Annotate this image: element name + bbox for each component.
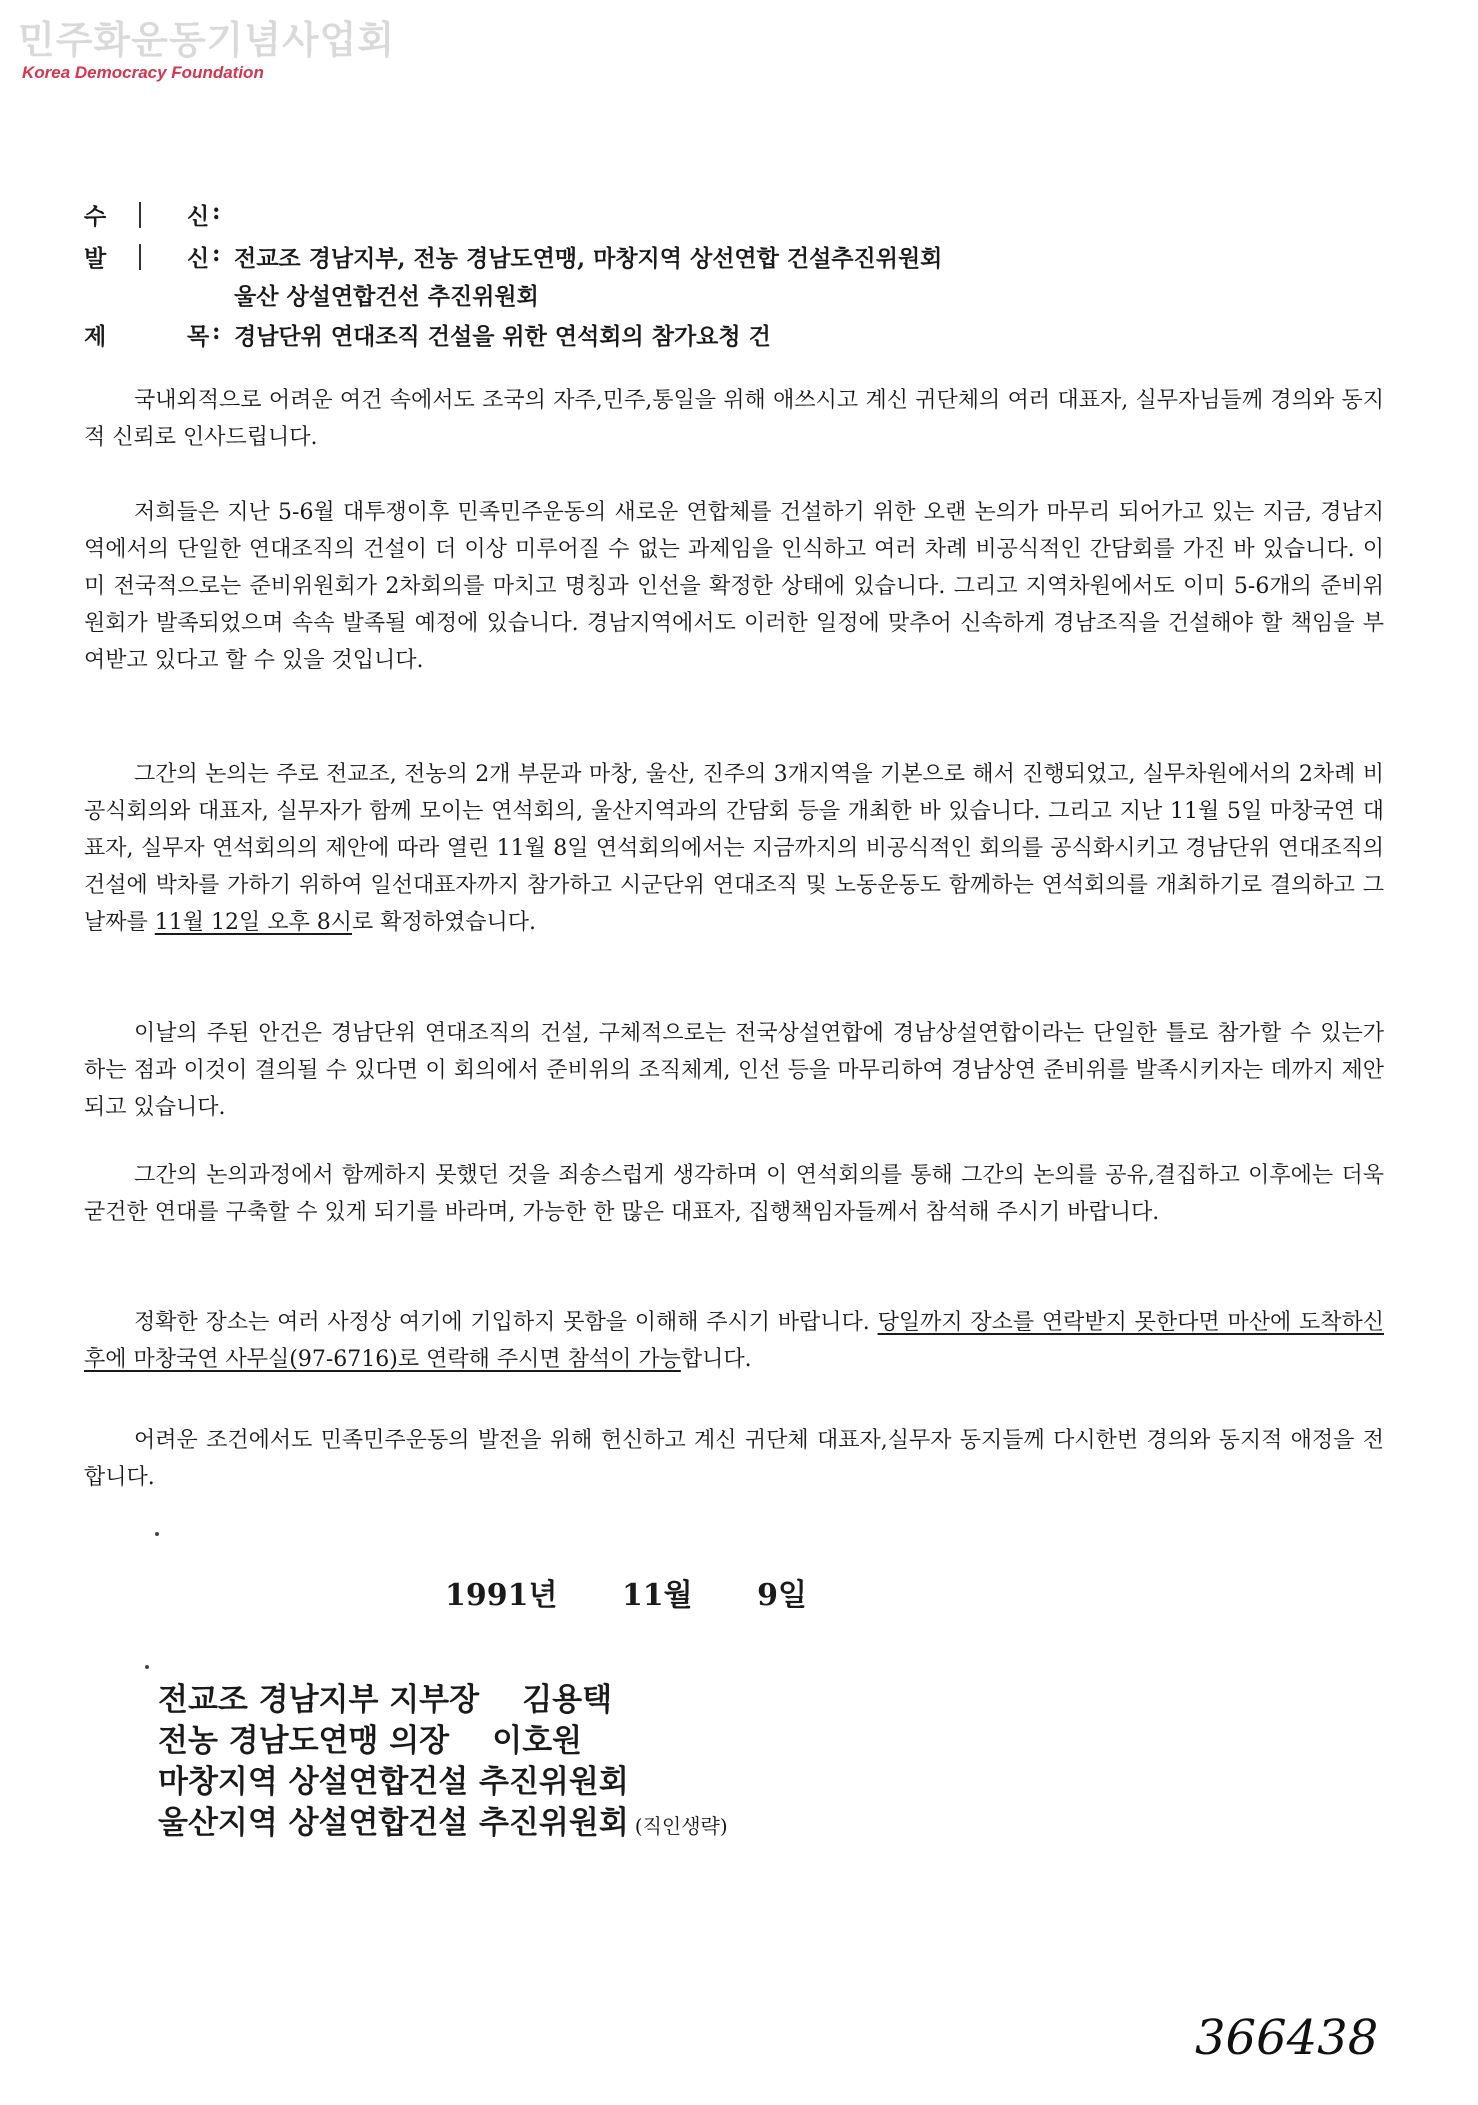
signatory-line: 울산지역 상설연합건설 추진위원회	[158, 1805, 629, 1841]
paragraph-closing: 어려운 조건에서도 민족민주운동의 발전을 위해 헌신하고 계신 귀단체 대표자,실무자 동지들께 다시한번 경의와 동지적 애정을 전합니다.	[84, 1428, 1384, 1490]
sender-line-1: 전교조 경남지부, 전농 경남도연맹, 마창지역 상선연합 건설추진위원회	[234, 245, 943, 272]
logo-english-text: Korea Democracy Foundation	[22, 63, 264, 82]
signature-block	[158, 1680, 728, 1847]
paragraph-request: 그간의 논의과정에서 함께하지 못했던 것을 죄송스럽게 생각하며 이 연석회의를 통해 그간의 논의를 공유,결집하고 이후에는 더욱 굳건한 연대를 구축할 수 있게 되기를 바라며, 가능한 한 많은 대표자, 집행책임자들께서 참석해 주시기 바랍니다.	[84, 1163, 1384, 1225]
date-month: 11월	[621, 1578, 693, 1613]
document-header	[84, 198, 1384, 360]
sender-row: 발 신 : 전교조 경남지부, 전농 경남도연맹, 마창지역 상선연합 건설추진위원회 울산 상설연합건선 추진위원회	[84, 240, 943, 310]
paragraph-venue: 정확한 장소는 여러 사정상 여기에 기입하지 못함을 이해해 주시기 바랍니다. 당일까지 장소를 연락받지 못한다면 마산에 도착하신 후에 마창국연 사무실(97-6716)로 연락해 주시면 참석이 가능합니다.	[84, 1310, 1385, 1372]
archive-number: 366438	[1195, 2010, 1379, 2066]
paragraph-agenda: 이날의 주된 안건은 경남단위 연대조직의 건설, 구체적으로는 전국상설연합에 경남상설연합이라는 단일한 틀로 참가할 수 있는가 하는 점과 이것이 결의될 수 있다면 이 회의에서 준비위의 조직체계, 인선 등을 마무리하여 경남상연 준비위를 발족시키자는 데까지 제안되고 있습니다.	[84, 1021, 1384, 1120]
paragraph-background: 저희들은 지난 5-6월 대투쟁이후 민족민주운동의 새로운 연합체를 건설하기 위한 오랜 논의가 마무리 되어가고 있는 지금, 경남지역에서의 단일한 연대조직의 건설이 더 이상 미루어질 수 없는 과제임을 인식하고 여러 차례 비공식적인 간담회를 가진 바 있습니다. 이미 전국적으로는 준비위원회가 2차회의를 마치고 명칭과 인선을 확정한 상태에 있습니다. 그리고 지역차원에서도 이미 5-6개의 준비위원회가 발족되었으며 속속 발족될 예정에 있습니다. 경남지역에서도 이러한 일정에 맞추어 신속하게 경남조직을 건설해야 할 책임을 부여받고 있다고 할 수 있을 것입니다.	[84, 500, 1384, 673]
subject-value: 경남단위 연대조직 건설을 위한 연석회의 참가요청 건	[234, 323, 771, 350]
venue-contact-note: 당일까지 장소를 연락받지 못한다면 마산에 도착하신 후에 마창국연 사무실(97-6716)로 연락해 주시면 참석이 가능	[84, 1310, 1385, 1372]
label-divider	[139, 202, 141, 228]
document-date	[445, 1570, 853, 1614]
signatory-line: 마창지역 상설연합건설 추진위원회	[158, 1764, 629, 1800]
scan-mark	[145, 1665, 149, 1669]
date-year: 1991년	[445, 1578, 558, 1613]
foundation-logo	[18, 18, 395, 84]
seal-omitted-note: (직인생략)	[634, 1814, 728, 1838]
logo-korean-text: 민주화운동기념사업회	[18, 18, 396, 62]
signatory-line: 전농 경남도연맹 의장 이호원	[158, 1723, 583, 1759]
label-divider	[139, 244, 141, 270]
recipient-row: 수 신 :	[84, 198, 221, 230]
paragraph-greeting: 국내외적으로 어려운 여건 속에서도 조국의 자주,민주,통일을 위해 애쓰시고 계신 귀단체의 여러 대표자, 실무자님들께 경의와 동지적 신뢰로 인사드립니다.	[84, 388, 1384, 450]
paragraph-discussion: 그간의 논의는 주로 전교조, 전농의 2개 부문과 마창, 울산, 진주의 3개지역을 기본으로 해서 진행되었고, 실무차원에서의 2차례 비공식회의와 대표자, 실무자가 함께 모이는 연석회의, 울산지역과의 간담회 등을 개최한 바 있습니다. 그리고 지난 11월 5일 마창국연 대표자, 실무자 연석회의의 제안에 따라 열린 11월 8일 연석회의에서는 지금까지의 비공식적인 회의를 공식화시키고 경남단위 연대조직의 건설에 박차를 가하기 위하여 일선대표자까지 참가하고 시군단위 연대조직 및 노동운동도 함께하는 연석회의를 개최하기로 결의하고 그 날짜를 11월 12일 오후 8시로 확정하였습니다.	[84, 762, 1384, 935]
date-day: 9일	[757, 1578, 807, 1613]
sender-line-2: 울산 상설연합건선 추진위원회	[234, 283, 539, 310]
meeting-datetime: 11월 12일 오후 8시	[154, 910, 352, 935]
signatory-line: 전교조 경남지부 지부장 김용택	[158, 1682, 613, 1718]
subject-row: 제 목 : 경남단위 연대조직 건설을 위한 연석회의 참가요청 건	[84, 318, 771, 350]
scan-mark	[155, 1532, 159, 1536]
